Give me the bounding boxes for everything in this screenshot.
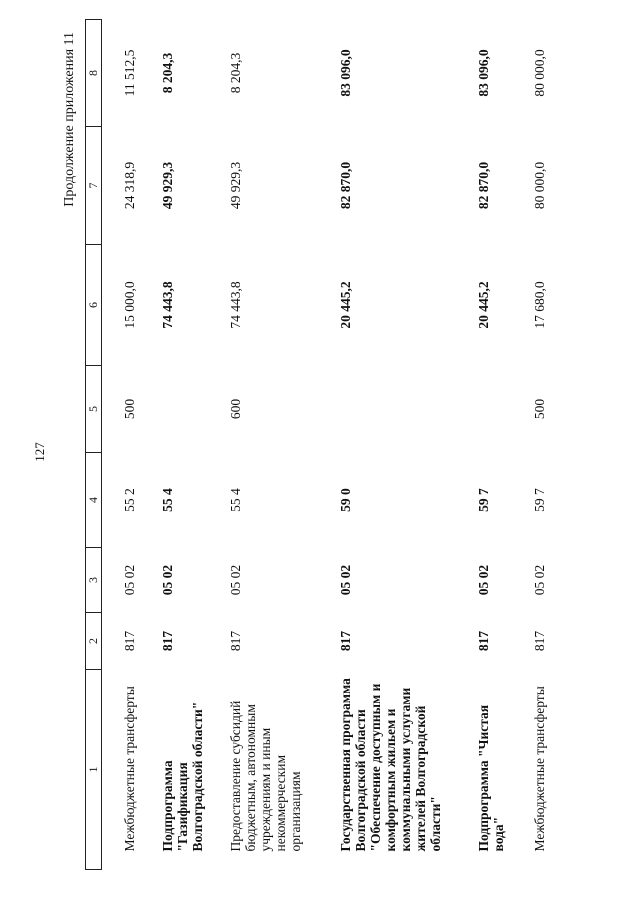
cell-amount-year2: 80 000,0 <box>531 161 547 210</box>
cell-target-article: 55 4 <box>159 488 175 512</box>
row-name: Подпрограмма "Газификация Волгоградской области" <box>159 701 205 852</box>
cell-section: 05 02 <box>337 564 353 596</box>
col-header-3: 3 <box>86 548 102 613</box>
cell-amount-year2: 49 929,3 <box>159 161 175 210</box>
cell-target-article: 55 2 <box>122 488 137 512</box>
col-header-7: 7 <box>86 127 102 245</box>
budget-table <box>85 19 552 870</box>
cell-amount-year3: 83 096,0 <box>337 49 353 97</box>
cell-amount-year1: 17 680,0 <box>531 281 547 329</box>
table-row <box>512 20 552 870</box>
cell-amount-year3: 80 000,0 <box>531 49 547 97</box>
cell-amount-year2: 24 318,9 <box>122 161 137 210</box>
row-name: Подпрограмма "Чистая вода" <box>475 704 506 852</box>
cell-expense-type <box>456 366 512 453</box>
cell-amount-year1: 20 445,2 <box>337 281 353 329</box>
cell-amount-year2: 82 870,0 <box>337 161 353 210</box>
cell-target-article: 59 7 <box>475 488 491 512</box>
col-header-8: 8 <box>86 20 102 127</box>
rotated-table-area <box>62 20 625 870</box>
cell-amount-year3: 8 204,3 <box>159 52 175 94</box>
table-row <box>208 20 318 870</box>
cell-ministry: 817 <box>337 630 353 652</box>
table-row <box>140 20 208 870</box>
cell-section: 05 02 <box>531 564 547 596</box>
table-row <box>318 20 456 870</box>
col-header-5: 5 <box>86 366 102 453</box>
cell-expense-type: 500 <box>122 398 137 420</box>
cell-amount-year1: 74 443,8 <box>159 281 175 329</box>
cell-ministry: 817 <box>122 630 137 652</box>
cell-section: 05 02 <box>227 564 243 596</box>
cell-expense-type: 500 <box>531 398 547 420</box>
table-row <box>102 20 140 870</box>
cell-target-article: 59 7 <box>531 488 547 512</box>
cell-amount-year1: 15 000,0 <box>122 281 137 329</box>
row-name: Межбюджетные трансферты <box>531 686 547 852</box>
cell-amount-year3: 11 512,5 <box>122 49 137 97</box>
cell-ministry: 817 <box>531 630 547 652</box>
col-header-6: 6 <box>86 245 102 366</box>
cell-ministry: 817 <box>227 630 243 652</box>
page-number: 127 <box>32 442 47 462</box>
cell-section: 05 02 <box>475 564 491 596</box>
cell-amount-year1: 74 443,8 <box>227 281 243 329</box>
cell-section: 05 02 <box>122 564 137 596</box>
cell-section: 05 02 <box>159 564 175 596</box>
cell-target-article: 59 0 <box>337 488 353 512</box>
row-name: Межбюджетные трансферты <box>122 686 137 852</box>
cell-expense-type <box>318 366 456 453</box>
cell-ministry: 817 <box>475 630 491 652</box>
cell-target-article: 55 4 <box>227 488 243 512</box>
row-name: Государственная программа Волгоградской области "Обеспечение доступным и комфортным жильем и коммунальными услугами жителей Волгоградской области" <box>337 678 443 852</box>
cell-amount-year2: 82 870,0 <box>475 161 491 210</box>
col-header-2: 2 <box>86 613 102 670</box>
cell-amount-year3: 83 096,0 <box>475 49 491 97</box>
cell-amount-year2: 49 929,3 <box>227 161 243 210</box>
column-number-row <box>86 20 102 870</box>
table-row <box>456 20 512 870</box>
col-header-1: 1 <box>86 670 102 870</box>
row-name: Предоставление субсидий бюджетным, автономным учреждениям и иным некоммерческим организациям <box>227 700 303 852</box>
cell-amount-year1: 20 445,2 <box>475 281 491 329</box>
cell-ministry: 817 <box>159 630 175 652</box>
cell-amount-year3: 8 204,3 <box>227 52 243 94</box>
cell-expense-type: 600 <box>227 398 243 420</box>
col-header-4: 4 <box>86 453 102 548</box>
continuation-caption: Продолжение приложения 11 <box>62 32 77 207</box>
cell-expense-type <box>140 366 208 453</box>
